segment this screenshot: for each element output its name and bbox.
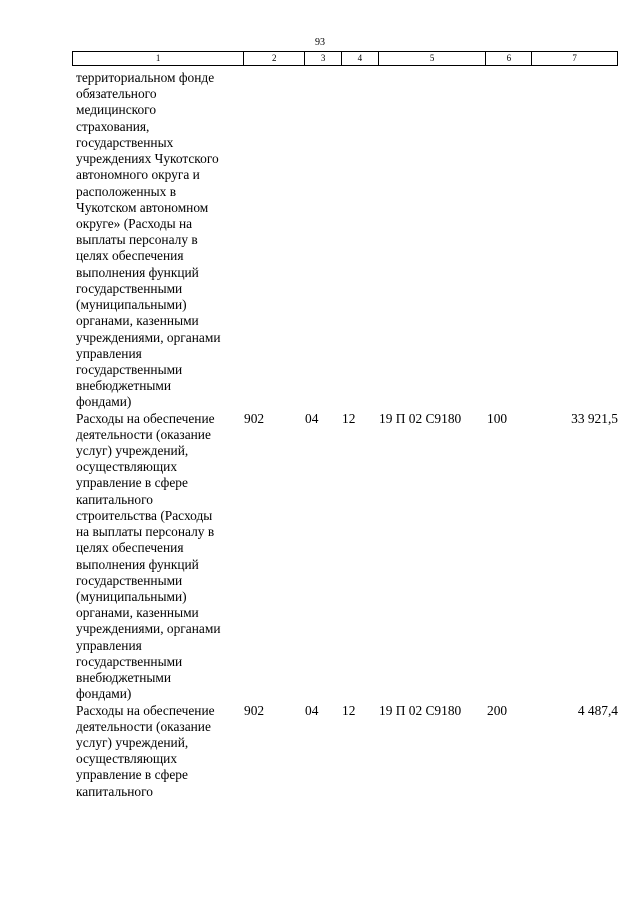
page-number: 93: [315, 37, 325, 48]
row-amount: 4 487,4: [577, 702, 618, 718]
row-amount: [533, 70, 618, 411]
row-target-code: [379, 70, 487, 411]
row-target-code: 19 П 02 С9180: [379, 410, 462, 426]
row-amount: 33 921,5: [571, 410, 618, 426]
row-description: Расходы на обеспечение деятельности (оказание услуг) учреждений, осуществляющих управление в сфере капитального строительства (Расходы на выплаты персоналу в целях обеспечения выполнения функций государственными (муниципальными) органами, казенными учреждениями, органами управления государственными внебюджетными фондами): [76, 410, 221, 702]
table-body: [72, 70, 618, 800]
row-target-code: 19 П 02 С9180: [379, 702, 462, 718]
row-description: Расходы на обеспечение деятельности (оказание услуг) учреждений, осуществляющих управление в сфере капитального: [76, 702, 215, 799]
table-row: [72, 703, 618, 800]
column-header-5: 5: [379, 52, 487, 65]
row-ministry-code: 902: [244, 410, 265, 426]
row-expense-type: 100: [487, 410, 508, 426]
row-subsection-code: 12: [342, 702, 356, 718]
column-header-2: 2: [244, 52, 305, 65]
row-expense-type: [487, 70, 533, 411]
row-section-code: 04: [305, 410, 319, 426]
row-expense-type: 200: [487, 702, 508, 718]
row-subsection-code: [342, 70, 379, 411]
column-header-4: 4: [342, 52, 379, 65]
column-header-3: 3: [305, 52, 342, 65]
row-ministry-code: 902: [244, 702, 265, 718]
column-header-6: 6: [486, 52, 532, 65]
row-subsection-code: 12: [342, 410, 356, 426]
table-row: [72, 70, 618, 411]
row-description: территориальном фонде обязательного медицинского страхования, государственных учреждениях Чукотского автономного округа и расположенных в Чукотском автономном округе» (Расходы на выплаты персоналу в целях обеспечения выполнения функций государственными (муниципальными) органами, казенными учреждениями, органами управления государственными внебюджетными фондами): [76, 70, 221, 410]
table-row: [72, 411, 618, 703]
row-ministry-code: [244, 70, 305, 411]
row-section-code: 04: [305, 702, 319, 718]
column-header-1: 1: [73, 52, 244, 65]
column-header-7: 7: [572, 53, 577, 63]
row-section-code: [305, 70, 342, 411]
table-header-row: [72, 51, 618, 66]
